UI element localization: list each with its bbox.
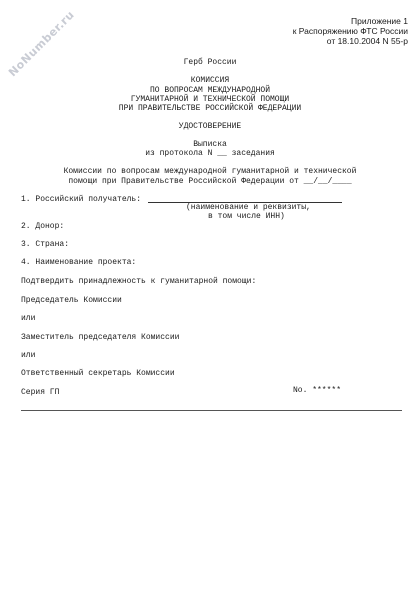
extract-line-1: Выписка bbox=[193, 140, 227, 149]
annex-line-2: к Распоряжению ФТС России bbox=[292, 26, 408, 36]
annex-line-1: Приложение 1 bbox=[351, 16, 408, 26]
extract-line-2: из протокола N __ заседания bbox=[145, 149, 275, 158]
recipient-note-2: в том числе ИНН) bbox=[208, 212, 285, 221]
deputy-label: Заместитель председателя Комиссии bbox=[21, 333, 180, 342]
intro-line-2: помощи при Правительстве Российской Федерации от __/__/____ bbox=[68, 177, 352, 186]
country-label: 3. Страна: bbox=[21, 240, 70, 249]
confirm-text: Подтвердить принадлежность к гуманитарной помощи: bbox=[21, 277, 257, 286]
commission-line-1: КОМИССИЯ bbox=[190, 76, 230, 85]
chairman-label: Председатель Комиссии bbox=[21, 296, 122, 305]
recipient-note-1: (наименование и реквизиты, bbox=[186, 203, 311, 212]
watermark: NoNumber.ru bbox=[6, 8, 77, 80]
annex-header bbox=[293, 16, 408, 46]
coat-of-arms-caption: Герб России bbox=[183, 58, 237, 67]
recipient-label: 1. Российский получатель: bbox=[21, 195, 142, 204]
project-label: 4. Наименование проекта: bbox=[21, 258, 137, 267]
bottom-divider bbox=[21, 410, 402, 411]
series-label: Серия ГП bbox=[21, 388, 60, 397]
donor-label: 2. Донор: bbox=[21, 222, 65, 231]
commission-line-4: ПРИ ПРАВИТЕЛЬСТВЕ РОССИЙСКОЙ ФЕДЕРАЦИИ bbox=[118, 104, 302, 113]
document-title: УДОСТОВЕРЕНИЕ bbox=[178, 122, 242, 131]
commission-line-3: ГУМАНИТАРНОЙ И ТЕХНИЧЕСКОЙ ПОМОЩИ bbox=[130, 95, 290, 104]
commission-line-2: ПО ВОПРОСАМ МЕЖДУНАРОДНОЙ bbox=[149, 86, 271, 95]
or-label-2: или bbox=[21, 351, 36, 360]
annex-line-3: от 18.10.2004 N 55-р bbox=[326, 36, 408, 46]
document-number: No. ****** bbox=[293, 386, 342, 395]
secretary-label: Ответственный секретарь Комиссии bbox=[21, 369, 175, 378]
intro-line-1: Комиссии по вопросам международной гуманитарной и технической bbox=[63, 167, 357, 176]
or-label-1: или bbox=[21, 314, 36, 323]
